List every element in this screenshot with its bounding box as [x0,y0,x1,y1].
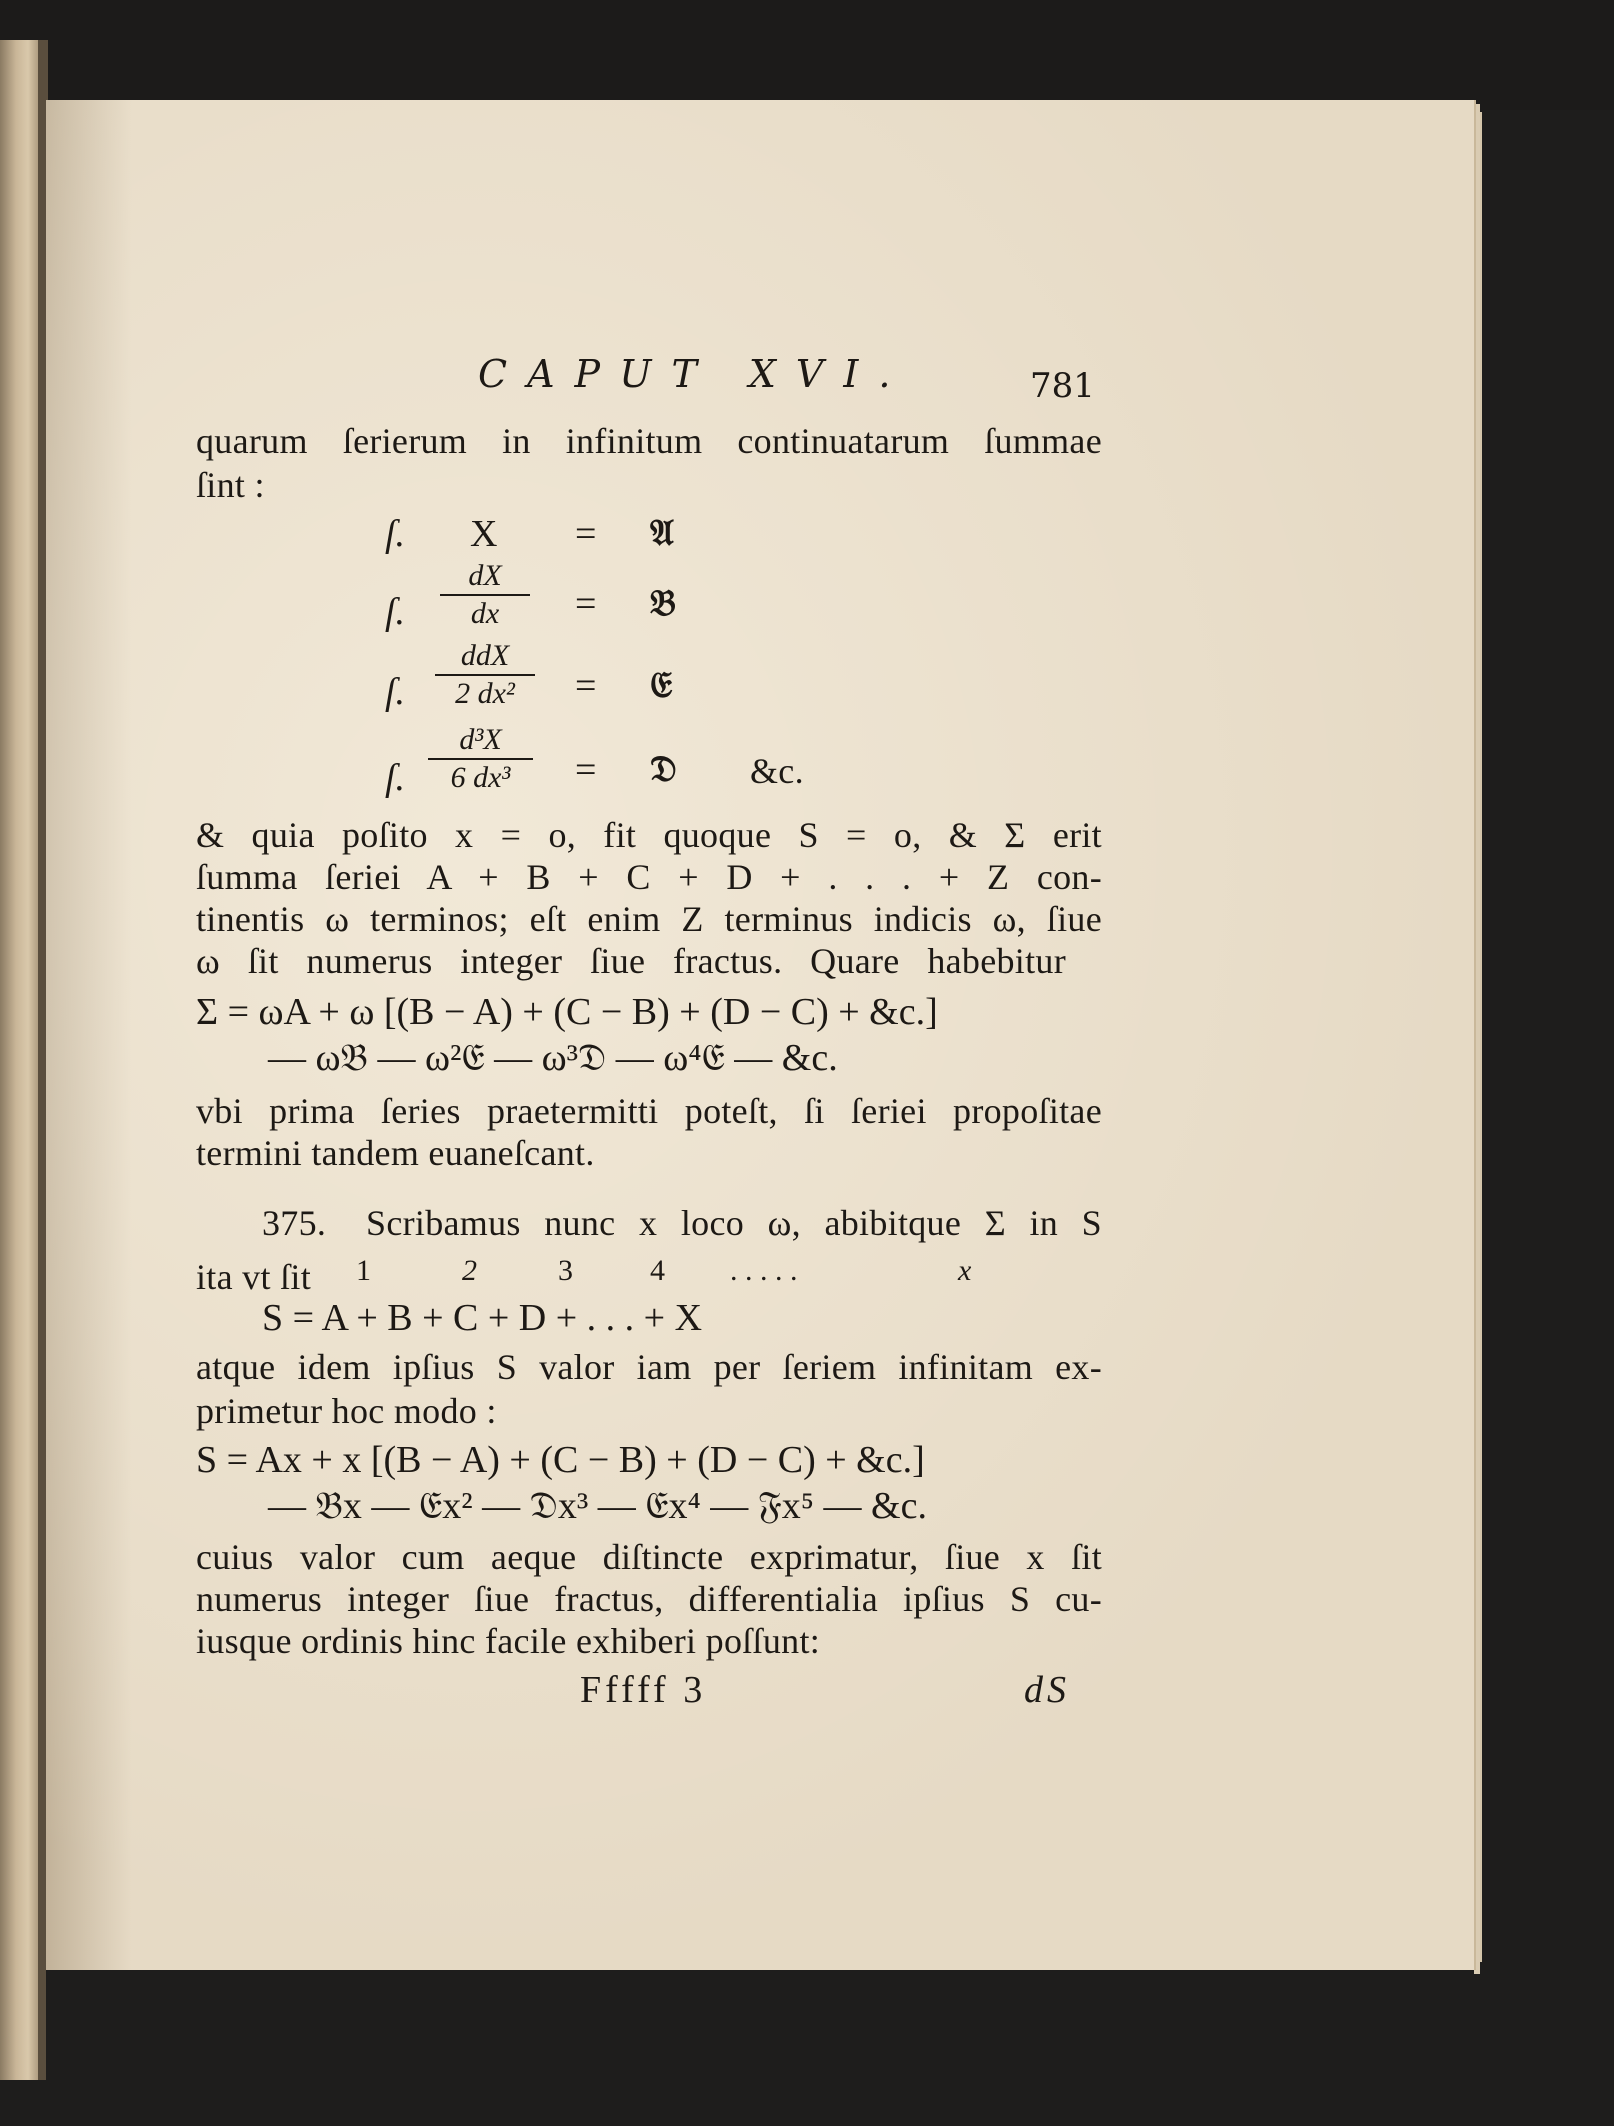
equals-sign: = [575,583,597,625]
text-line: primetur hoc modo : [196,1391,497,1431]
fraction-bar [435,674,535,676]
fraction-numerator: ddX [460,639,510,672]
index-label: 3 [558,1254,573,1287]
equation-line: Σ = ωA + ω [(B − A) + (C − B) + (D − C) + &c.] [196,991,938,1033]
fraction-denominator: dx [470,597,500,630]
text-line: vbi prima ſeries praetermitti poteſt, ſi ſeriei propoſitae [196,1091,1102,1131]
equals-sign: = [575,513,597,555]
text-line: & quia poſito x = o, fit quoque S = o, & Σ erit [196,815,1102,855]
catchword: dS [1024,1669,1070,1711]
text-line: ſint : [196,465,265,505]
fraction [440,560,530,630]
text-line: ſumma ſeriei A + B + C + D + . . . + Z con- [196,857,1102,897]
fraction-bar [428,758,533,760]
fraction [428,724,533,794]
fraction-numerator: d³X [459,723,502,756]
integral-sign: ſ. [385,671,406,713]
section-number: 375. [262,1203,327,1243]
equals-sign: = [575,665,597,707]
text-line: tinentis ω terminos; eſt enim Z terminus indicis ω, ſiue [196,899,1102,939]
index-label: x [958,1254,972,1287]
text-line: iusque ordinis hinc facile exhiberi poſſunt: [196,1621,821,1661]
fraction [435,640,535,710]
fraktur-sum: 𝔅 [650,582,676,624]
etcetera: &c. [750,751,804,791]
text-line: Scribamus nunc x loco ω, abibitque Σ in S [366,1203,1102,1243]
fraction-denominator: 2 dx² [455,677,515,710]
integral-sign: ſ. [385,591,406,633]
text-line: ita vt ſit [196,1257,311,1297]
fraktur-sum: 𝔈 [650,664,673,706]
index-label: 4 [650,1254,665,1287]
fraction-bar [440,594,530,596]
fraktur-sum: 𝔄 [650,512,674,554]
integral-sign: ſ. [385,513,406,555]
text-line: termini tandem euaneſcant. [196,1133,595,1173]
text-line: ω ſit numerus integer ſiue fractus. Quare habebitur [196,941,1066,981]
index-label: 2 [462,1254,477,1287]
text-line: atque idem ipſius S valor iam per ſeriem infinitam ex- [196,1347,1102,1387]
printer-signature: Fffff 3 [580,1669,707,1711]
equation-line: — 𝔅x — 𝔈x² — 𝔇x³ — 𝔈x⁴ — 𝔉x⁵ — &c. [268,1485,927,1527]
equals-sign: = [575,749,597,791]
index-label: . . . . . [730,1254,798,1287]
fraktur-sum: 𝔇 [650,748,677,790]
index-label: 1 [356,1254,371,1287]
formula-expression: X [470,513,498,555]
text-line: quarum ſerierum in infinitum continuatarum ſummae [196,421,1102,461]
equation-line: S = Ax + x [(B − A) + (C − B) + (D − C) + &c.] [196,1439,925,1481]
fraction-numerator: dX [468,559,502,592]
running-title: CAPUT XVI. [478,352,911,396]
text-line: numerus integer ſiue fractus, differentialia ipſius S cu- [196,1579,1102,1619]
page-number: 781 [1030,366,1095,406]
text-line: cuius valor cum aeque diſtincte exprimatur, ſiue x ſit [196,1537,1102,1577]
equation-line: — ω𝔅 — ω²𝔈 — ω³𝔇 — ω⁴𝔈 — &c. [268,1037,838,1079]
fraction-denominator: 6 dx³ [450,761,511,794]
series-expression: S = A + B + C + D + . . . + X [262,1297,703,1339]
integral-sign: ſ. [385,757,406,799]
